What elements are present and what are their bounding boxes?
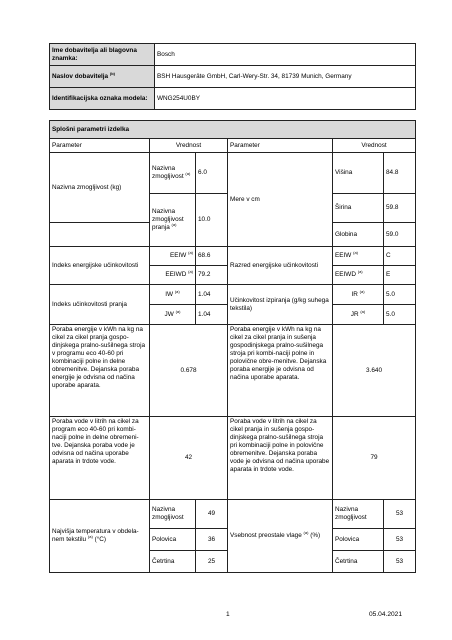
temp-row-label: Četrtina <box>150 551 196 573</box>
page-number: 1 <box>226 611 230 618</box>
jr-note: (a) <box>360 308 366 314</box>
capacity-wash-value: 6.0 <box>196 153 228 194</box>
energy-wash-label: Poraba energije v kWh na kg na cikel za cikel pranja gospo-dinjskega pralno-sušilnega stroja v programu eco 40-60 pri kombinaciji polne in delne obremenitve. Dejanska poraba energije je odvisna od načina uporabe aparata. <box>50 325 150 417</box>
section-title: Splošni parametri izdelka <box>50 121 416 139</box>
eeiw-value: 68.6 <box>196 247 228 266</box>
ir-value: 5.0 <box>384 285 416 305</box>
capacity-wash-note: (a) <box>185 170 191 176</box>
dimensions-label: Mere v cm <box>228 153 333 247</box>
manufacturer-value: Bosch <box>155 44 416 66</box>
eei-label: Indeks energijske učinkovitosti <box>50 247 150 285</box>
class-eeiwd-label-cell <box>333 266 384 285</box>
class-eeiwd-note: (a) <box>357 268 363 274</box>
address-label-cell <box>50 66 155 88</box>
iw-value: 1.04 <box>196 285 228 305</box>
width-label: Širina <box>333 194 384 223</box>
moist-row-label: Polovica <box>333 529 384 551</box>
capacity-dry-label: Nazivna zmogljivost pranja <box>152 208 184 231</box>
moisture-unit: (%) <box>310 532 321 539</box>
eeiwd-label-cell <box>150 266 196 285</box>
capacity-empty-cell <box>50 223 150 247</box>
model-label: Identifikacijska oznaka modela: <box>50 88 155 110</box>
energy-wash-value: 0.678 <box>150 325 228 417</box>
eeiw-label-cell <box>150 247 196 266</box>
capacity-wash-label-cell <box>150 153 196 194</box>
water-dry-value: 79 <box>333 417 416 500</box>
moist-row-value: 53 <box>384 529 416 551</box>
water-wash-value: 42 <box>150 417 228 500</box>
col-header-param2: Parameter <box>228 139 333 153</box>
height-label: Višina <box>333 153 384 194</box>
rinsing-label: Učinkovitost izpiranja (g/kg suhega tekstila) <box>228 285 333 325</box>
address-note: (b) <box>109 70 116 76</box>
capacity-dry-label-cell <box>150 194 196 247</box>
supplier-table <box>49 43 416 110</box>
jw-label-cell <box>150 305 196 325</box>
col-header-value: Vrednost <box>150 139 228 153</box>
moist-row-label: Četrtina <box>333 551 384 573</box>
ir-note: (a) <box>359 288 365 294</box>
moisture-note: (a) <box>303 529 309 535</box>
energy-class-label: Razred energijske učinkovitosti <box>228 247 333 285</box>
temp-row-value: 49 <box>196 500 228 529</box>
temp-row-value: 25 <box>196 551 228 573</box>
class-eeiw-note: (a) <box>353 249 359 255</box>
jr-value: 5.0 <box>384 305 416 325</box>
temperature-label-cell <box>50 500 150 573</box>
height-value: 84.8 <box>384 153 416 194</box>
moist-row-value: 53 <box>384 500 416 529</box>
class-eeiw-value: C <box>384 247 416 266</box>
temp-row-value: 36 <box>196 529 228 551</box>
moisture-label: Vsebnost preostale vlage <box>230 532 302 539</box>
water-wash-label: Poraba vode v litrih na cikel za program eco 40-60 pri kombi-naciji polne in delne obremeni-tve. Dejanska poraba vode je odvisna od načina uporabe aparata in trdote vode. <box>50 417 150 500</box>
jr-label-cell <box>333 305 384 325</box>
energy-dry-value: 3.640 <box>333 325 416 417</box>
moisture-label-cell <box>228 500 333 573</box>
moist-row-value: 53 <box>384 551 416 573</box>
capacity-wash-label: Nazivna zmogljivost <box>152 165 184 180</box>
capacity-dry-value: 10.0 <box>196 194 228 247</box>
capacity-label: Nazivna zmogljivost (kg) <box>50 153 150 223</box>
ir-label-cell <box>333 285 384 305</box>
jw-label: JW <box>164 310 174 318</box>
col-header-value2: Vrednost <box>333 139 416 153</box>
jw-value: 1.04 <box>196 305 228 325</box>
footer-date: 05.04.2021 <box>369 611 403 618</box>
ir-label: IR <box>351 290 358 298</box>
width-value: 59.8 <box>384 194 416 223</box>
washing-index-label: Indeks učinkovitosti pranja <box>50 285 150 325</box>
temperature-note: (a) <box>87 533 93 539</box>
energy-dry-label: Poraba energije v kWh na kg na cikel za cikel pranja in sušenja gospodinjskega pralno-sušilnega stroja pri kombi-naciji polne in polovične obre-menitve. Dejanska poraba energije je odvisna od načina uporabe aparata. <box>228 325 333 417</box>
class-eeiw-label: EEIW <box>335 252 352 259</box>
eeiw-note: (a) <box>188 249 193 255</box>
jr-label: JR <box>350 310 359 318</box>
iw-label: IW <box>165 290 174 298</box>
iw-label-cell <box>150 285 196 305</box>
address-label: Naslov dobavitelja <box>52 72 109 80</box>
eeiw-label: EEIW <box>169 252 187 259</box>
water-dry-label: Poraba vode v litrih na cikel za cikel pranja in sušenja gospo-dinjskega pralno-sušilnega stroja pri kombinaciji polne in polovične obremenitve. Dejanska poraba vode je odvisna od načina uporabe aparata in trdote vode. <box>228 417 333 500</box>
temp-row-label: Nazivna zmogljivost <box>150 500 196 529</box>
col-header-param: Parameter <box>50 139 150 153</box>
class-eeiw-label-cell <box>333 247 384 266</box>
depth-value: 59.0 <box>384 223 416 247</box>
depth-label: Globina <box>333 223 384 247</box>
class-eeiwd-label: EEIWD <box>335 271 356 278</box>
parameters-table <box>49 120 416 573</box>
address-value: BSH Hausgeräte GmbH, Carl-Wery-Str. 34, 81739 Munich, Germany <box>155 66 416 88</box>
temperature-label: Najvišja temperatura v obdela-nem tekstilu <box>52 528 139 543</box>
moist-row-label: Nazivna zmogljivost <box>333 500 384 529</box>
class-eeiwd-value: E <box>384 266 416 285</box>
eeiwd-note: (a) <box>188 268 193 274</box>
model-value: WNG254U0BY <box>155 88 416 110</box>
iw-note: (a) <box>174 288 180 294</box>
temp-row-label: Polovica <box>150 529 196 551</box>
eeiwd-value: 79.2 <box>196 266 228 285</box>
manufacturer-label: Ime dobavitelja ali blagovna znamka: <box>50 44 155 66</box>
capacity-dry-note: (a) <box>171 221 177 227</box>
temperature-unit: (°C) <box>94 536 106 543</box>
eeiwd-label: EEIWD <box>165 271 187 278</box>
jw-note: (a) <box>175 308 181 314</box>
